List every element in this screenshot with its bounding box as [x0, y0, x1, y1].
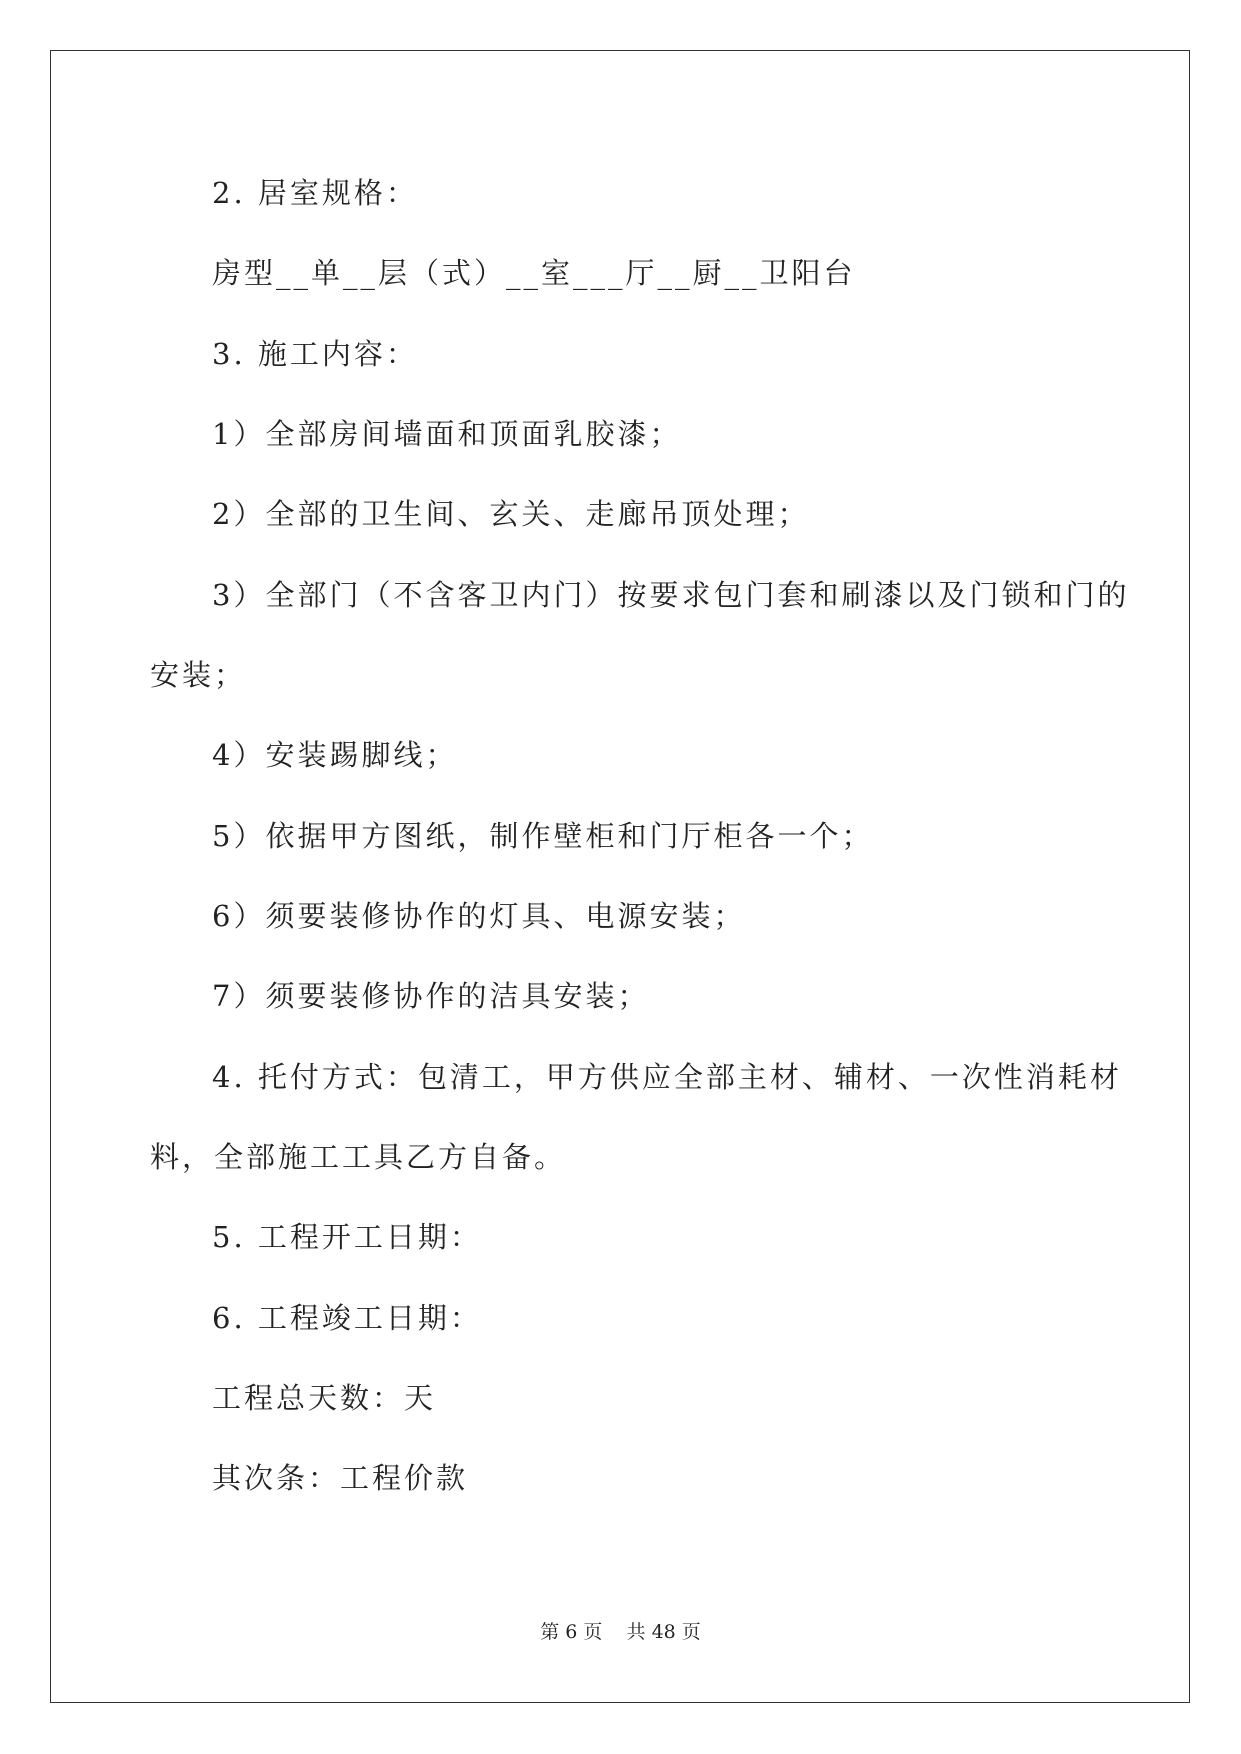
- content-item-2: 2）全部的卫生间、玄关、走廊吊顶处理；: [212, 497, 810, 531]
- content-item-7: 7）须要装修协作的洁具安装；: [212, 979, 650, 1013]
- page-border: [50, 50, 1190, 1703]
- article-2-heading: 其次条：工程价款: [212, 1461, 469, 1495]
- total-days-line: 工程总天数：天: [212, 1381, 437, 1415]
- completion-date-line: 6. 工程竣工日期：: [212, 1301, 482, 1335]
- section-4-text-continued: 料，全部施工工具乙方自备。: [150, 1140, 567, 1174]
- start-date-line: 5. 工程开工日期：: [212, 1220, 482, 1254]
- section-3-heading: 3. 施工内容：: [212, 337, 418, 371]
- content-item-5: 5）依据甲方图纸，制作壁柜和门厅柜各一个；: [212, 819, 874, 853]
- content-item-6: 6）须要装修协作的灯具、电源安装；: [212, 899, 746, 933]
- section-4-text: 4. 托付方式：包清工，甲方供应全部主材、辅材、一次性消耗材: [212, 1060, 1122, 1094]
- content-item-1: 1）全部房间墙面和顶面乳胶漆；: [212, 417, 682, 451]
- content-item-4: 4）安装踢脚线；: [212, 738, 458, 772]
- room-type-line: 房型__单__层（式）__室___厅__厨__卫阳台: [212, 256, 856, 290]
- section-2-heading: 2. 居室规格：: [212, 176, 418, 210]
- page-number-footer: 第 6 页 共 48 页: [540, 1621, 701, 1643]
- content-item-3: 3）全部门（不含客卫内门）按要求包门套和刷漆以及门锁和门的: [212, 578, 1130, 612]
- content-item-3-continued: 安装；: [150, 658, 247, 692]
